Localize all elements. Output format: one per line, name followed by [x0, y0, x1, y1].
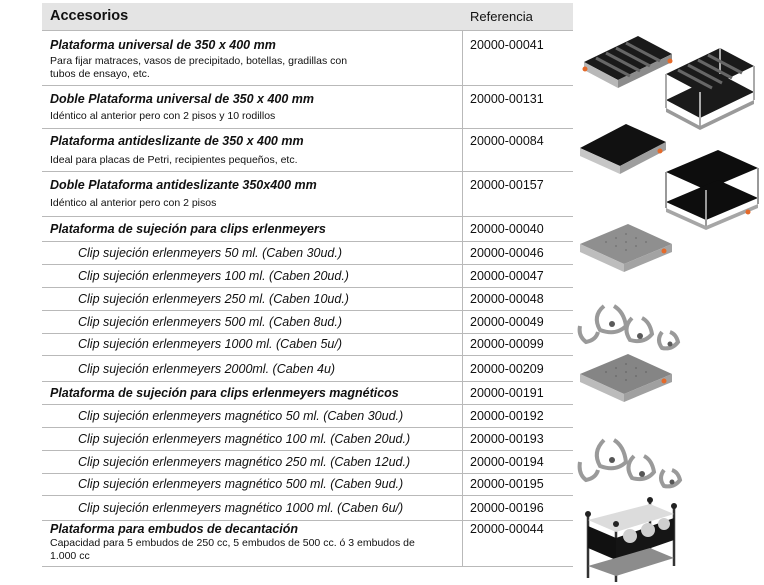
row-title: Clip sujeción erlenmeyers 2000ml. (Caben 4u) [78, 362, 336, 376]
row-reference: 20000-00196 [470, 501, 544, 515]
row-reference: 20000-00194 [470, 455, 544, 469]
row-description: Idéntico al anterior pero con 2 pisos y 10 rodillos [50, 110, 276, 122]
table-row [42, 129, 573, 172]
clip-platform-image [576, 222, 676, 282]
row-title: Clip sujeción erlenmeyers magnético 500 ml. (Caben 9ud.) [78, 477, 404, 491]
row-title: Clip sujeción erlenmeyers magnético 1000 ml. (Caben 6u/) [78, 501, 404, 515]
table-header [42, 3, 573, 31]
erlenmeyer-clips-image [576, 296, 694, 358]
row-reference: 20000-00047 [470, 269, 544, 283]
row-title: Plataforma para embudos de decantación [50, 522, 298, 536]
table-row [42, 172, 573, 217]
row-reference: 20000-00131 [470, 92, 544, 106]
table-row [42, 217, 573, 242]
row-reference: 20000-00209 [470, 362, 544, 376]
row-title: Clip sujeción erlenmeyers 1000 ml. (Caben 5u/) [78, 337, 343, 351]
row-reference: 20000-00084 [470, 134, 544, 148]
row-reference: 20000-00049 [470, 315, 544, 329]
magnetic-clip-platform-image [576, 352, 676, 412]
row-title: Clip sujeción erlenmeyers magnético 250 ml. (Caben 12ud.) [78, 455, 411, 469]
row-reference: 20000-00040 [470, 222, 544, 236]
magnetic-clips-image [576, 430, 694, 496]
table-row [42, 451, 573, 474]
row-reference: 20000-00048 [470, 292, 544, 306]
row-title: Doble Plataforma antideslizante 350x400 mm [50, 178, 317, 192]
table-row [42, 474, 573, 496]
row-reference: 20000-00191 [470, 386, 544, 400]
row-reference: 20000-00193 [470, 432, 544, 446]
row-title: Clip sujeción erlenmeyers magnético 50 ml. (Caben 30ud.) [78, 409, 404, 423]
table-row [42, 521, 573, 567]
row-title: Clip sujeción erlenmeyers 100 ml. (Caben 20ud.) [78, 269, 349, 283]
row-description: Para fijar matraces, vasos de precipitado, botellas, gradillas con tubos de ensayo, etc. [50, 55, 348, 80]
table-row [42, 405, 573, 428]
row-reference: 20000-00046 [470, 246, 544, 260]
table-row [42, 311, 573, 334]
table-row [42, 288, 573, 311]
row-reference: 20000-00192 [470, 409, 544, 423]
row-description: Capacidad para 5 embudos de 250 cc, 5 embudos de 500 cc. ó 3 embudos de 1.000 cc [50, 537, 415, 562]
header-referencia: Referencia [470, 9, 533, 24]
row-title: Plataforma de sujeción para clips erlenmeyers magnéticos [50, 386, 399, 400]
row-title: Clip sujeción erlenmeyers 50 ml. (Caben 30ud.) [78, 246, 343, 260]
header-accesorios: Accesorios [50, 8, 129, 24]
row-description: Ideal para placas de Petri, recipientes pequeños, etc. [50, 154, 298, 166]
row-title: Clip sujeción erlenmeyers magnético 100 ml. (Caben 20ud.) [78, 432, 411, 446]
table-row [42, 382, 573, 405]
table-row [42, 86, 573, 129]
row-reference: 20000-00195 [470, 477, 544, 491]
row-title: Plataforma de sujeción para clips erlenmeyers [50, 222, 326, 236]
row-title: Clip sujeción erlenmeyers 500 ml. (Caben 8ud.) [78, 315, 343, 329]
row-reference: 20000-00099 [470, 337, 544, 351]
row-reference: 20000-00044 [470, 522, 544, 536]
table-row [42, 265, 573, 288]
universal-platform-image [576, 14, 756, 132]
row-title: Doble Plataforma universal de 350 x 400 mm [50, 92, 315, 106]
row-title: Plataforma universal de 350 x 400 mm [50, 38, 276, 52]
row-title: Plataforma antideslizante de 350 x 400 mm [50, 134, 304, 148]
decanting-funnel-platform-image [576, 496, 686, 584]
row-title: Clip sujeción erlenmeyers 250 ml. (Caben 10ud.) [78, 292, 349, 306]
table-row [42, 31, 573, 86]
table-row [42, 356, 573, 382]
row-reference: 20000-00157 [470, 178, 544, 192]
non-slip-platform-image [576, 118, 760, 230]
table-row [42, 428, 573, 451]
table-row [42, 334, 573, 356]
row-description: Idéntico al anterior pero con 2 pisos [50, 197, 217, 209]
row-reference: 20000-00041 [470, 38, 544, 52]
table-row [42, 496, 573, 521]
table-row [42, 242, 573, 265]
